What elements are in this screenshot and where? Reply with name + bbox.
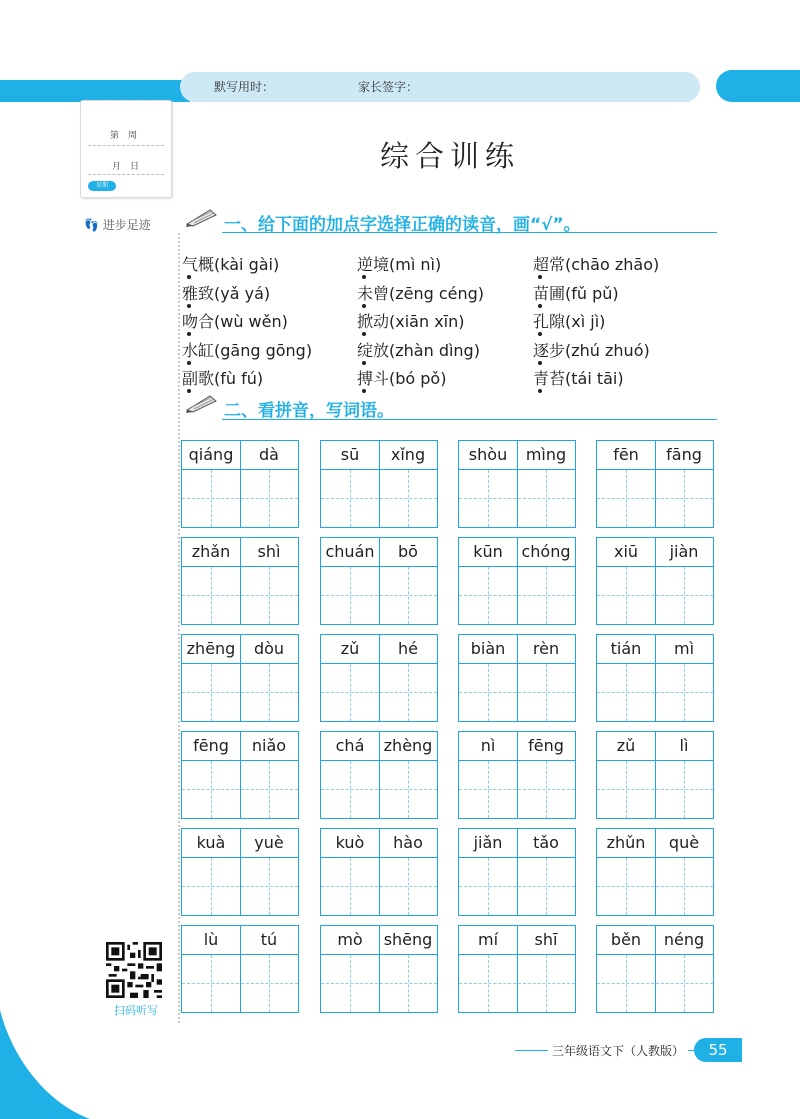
guide-line (182, 595, 298, 596)
emphasis-dot (187, 275, 191, 279)
footer-book-title: 三年级语文下（人教版） (548, 1042, 688, 1059)
progress-motto (84, 216, 151, 233)
page-number: 55 (694, 1038, 742, 1062)
writing-grid[interactable] (320, 440, 438, 528)
pinyin-syllable: jiǎn (473, 833, 503, 852)
guide-line (597, 595, 713, 596)
reading-choice-item[interactable]: 雅致(yǎ yá) (182, 283, 271, 303)
pinyin-syllable: tú (260, 930, 278, 949)
guide-line (459, 595, 575, 596)
pinyin-syllable: mì (673, 639, 695, 658)
pinyin-syllable: hào (393, 833, 423, 852)
writing-grid[interactable] (458, 925, 576, 1013)
pinyin-syllable: zhèng (383, 736, 433, 755)
writing-grid[interactable] (181, 440, 299, 528)
pinyin-syllable: chá (335, 736, 365, 755)
top-bar-right (716, 70, 800, 102)
guide-line (459, 498, 575, 499)
binder-ring-icon (92, 92, 100, 100)
emphasis-dot (362, 361, 366, 365)
reading-choice-item[interactable]: 超常(chāo zhāo) (533, 255, 660, 274)
pinyin-syllable: zhēng (186, 639, 236, 658)
reading-choice-item[interactable]: 气概(kài gài) (182, 255, 280, 274)
pinyin-syllable: mí (477, 930, 499, 949)
writing-grid[interactable] (320, 828, 438, 916)
binder-ring-icon (146, 92, 154, 100)
emphasis-dot (362, 304, 366, 308)
guide-line (321, 692, 437, 693)
emphasis-dot (538, 361, 542, 365)
pinyin-syllable: shòu (468, 445, 508, 464)
pinyin-syllable: xiū (613, 542, 639, 561)
reading-choice-item[interactable]: 未曾(zēng céng) (357, 283, 485, 303)
emphasis-dot (362, 389, 366, 393)
emphasis-dot (538, 389, 542, 393)
parent-signature-label: 家长签字： (358, 80, 419, 94)
guide-line (597, 498, 713, 499)
writing-grid[interactable] (458, 634, 576, 722)
emphasis-dot (362, 332, 366, 336)
pinyin-syllable: lì (679, 736, 689, 755)
emphasis-dot (538, 304, 542, 308)
margin-dotted-line (178, 233, 180, 1023)
reading-choice-item[interactable]: 水缸(gāng gōng) (182, 340, 313, 360)
calendar-weekday-tag: 星期 (88, 181, 116, 191)
reading-choice-item[interactable]: 青苔(tái tāi) (533, 369, 624, 388)
pinyin-syllable: tǎo (533, 833, 559, 852)
pinyin-syllable: dà (259, 445, 279, 464)
writing-grid[interactable] (596, 828, 714, 916)
reading-choice-item[interactable]: 绽放(zhàn dìng) (357, 340, 480, 360)
pinyin-syllable: xǐng (390, 445, 426, 464)
pinyin-syllable: zǔ (616, 736, 636, 755)
calendar-week: 第 周 (110, 131, 138, 141)
pinyin-syllable: fēn (613, 445, 639, 464)
pinyin-syllable: rèn (532, 639, 560, 658)
writing-grid[interactable] (320, 537, 438, 625)
writing-grid[interactable] (596, 731, 714, 819)
reading-choice-item[interactable]: 吻合(wù wěn) (182, 312, 288, 331)
writing-grid[interactable] (320, 731, 438, 819)
pinyin-syllable: fēng (528, 736, 564, 755)
writing-grid[interactable] (596, 440, 714, 528)
writing-grid[interactable] (181, 925, 299, 1013)
writing-grid[interactable] (596, 537, 714, 625)
pinyin-syllable: kuò (335, 833, 365, 852)
guide-line (597, 789, 713, 790)
reading-choice-item[interactable]: 掀动(xiān xīn) (357, 312, 465, 331)
guide-line (459, 886, 575, 887)
guide-line (321, 595, 437, 596)
pinyin-syllable: zhǔn (606, 833, 646, 852)
guide-line (182, 886, 298, 887)
guide-line (182, 498, 298, 499)
guide-line (321, 789, 437, 790)
emphasis-dot (538, 332, 542, 336)
guide-line (321, 498, 437, 499)
pinyin-syllable: mìng (525, 445, 567, 464)
pinyin-syllable: tián (610, 639, 642, 658)
emphasis-dot (538, 275, 542, 279)
reading-choice-item[interactable]: 搏斗(bó pǒ) (357, 369, 447, 388)
writing-grid[interactable] (458, 537, 576, 625)
writing-grid[interactable] (320, 634, 438, 722)
pinyin-syllable: yuè (254, 833, 284, 852)
writing-grid[interactable] (181, 537, 299, 625)
pinyin-syllable: què (668, 833, 700, 852)
guide-line (459, 789, 575, 790)
pinyin-syllable: kūn (473, 542, 503, 561)
writing-grid[interactable] (458, 440, 576, 528)
pinyin-syllable: sū (340, 445, 360, 464)
pinyin-syllable: mò (337, 930, 363, 949)
writing-grid[interactable] (181, 731, 299, 819)
section1-heading: 一、给下面的加点字选择正确的读音，画“√”。 (224, 215, 581, 235)
motto-text: 进步足迹 (102, 218, 151, 232)
writing-grid[interactable] (596, 634, 714, 722)
pinyin-syllable: zhǎn (191, 542, 231, 561)
emphasis-dot (362, 275, 366, 279)
guide-line (597, 983, 713, 984)
guide-line (459, 983, 575, 984)
footprint-icon: 👣 (84, 218, 99, 232)
writing-grid[interactable] (458, 828, 576, 916)
pinyin-syllable: fēng (193, 736, 229, 755)
pinyin-syllable: néng (663, 930, 705, 949)
guide-line (321, 983, 437, 984)
pinyin-syllable: chóng (521, 542, 571, 561)
pinyin-syllable: qiáng (188, 445, 234, 464)
binder-ring-icon (110, 92, 118, 100)
pinyin-syllable: nì (480, 736, 496, 755)
pinyin-syllable: biàn (470, 639, 506, 658)
pinyin-syllable: zǔ (340, 639, 360, 658)
qr-code-icon[interactable] (106, 942, 162, 998)
pinyin-syllable: dòu (253, 639, 285, 658)
qr-code-label: 扫码听写 (114, 1004, 158, 1017)
guide-line (597, 692, 713, 693)
pinyin-syllable: niǎo (251, 736, 287, 755)
writing-grid[interactable] (181, 634, 299, 722)
guide-line (182, 789, 298, 790)
pinyin-syllable: bō (398, 542, 418, 561)
reading-choice-item[interactable]: 逆境(mì nì) (357, 255, 442, 274)
guide-line (321, 886, 437, 887)
pinyin-syllable: hé (398, 639, 418, 658)
pinyin-syllable: chuán (325, 542, 375, 561)
reading-choice-item[interactable]: 逐步(zhú zhuó) (533, 340, 650, 360)
emphasis-dot (187, 332, 191, 336)
dictation-time-label: 默写用时： (214, 80, 275, 94)
page-title: 综合训练 (379, 139, 520, 173)
pinyin-syllable: jiàn (669, 542, 699, 561)
pinyin-syllable: shì (257, 542, 281, 561)
pinyin-syllable: shī (534, 930, 558, 949)
calendar-date: 月 日 (112, 162, 140, 172)
writing-grid[interactable] (181, 828, 299, 916)
reading-choice-item[interactable]: 孔隙(xì jì) (533, 312, 606, 331)
writing-grid[interactable] (320, 925, 438, 1013)
guide-line (182, 692, 298, 693)
emphasis-dot (187, 304, 191, 308)
guide-line (182, 983, 298, 984)
reading-choice-item[interactable]: 副歌(fù fú) (182, 369, 264, 388)
pinyin-syllable: běn (610, 930, 642, 949)
writing-grid[interactable] (458, 731, 576, 819)
emphasis-dot (187, 361, 191, 365)
pencil-icon (184, 393, 220, 413)
writing-grid[interactable] (596, 925, 714, 1013)
pinyin-syllable: fāng (666, 445, 702, 464)
section2-heading: 二、看拼音，写词语。 (224, 401, 394, 421)
pencil-icon (184, 207, 220, 227)
pinyin-syllable: lù (203, 930, 219, 949)
guide-line (597, 886, 713, 887)
pinyin-syllable: kuà (196, 833, 226, 852)
reading-choice-item[interactable]: 苗圃(fǔ pǔ) (533, 283, 619, 303)
binder-ring-icon (128, 92, 136, 100)
pinyin-syllable: shēng (383, 930, 433, 949)
guide-line (459, 692, 575, 693)
corner-wave-decoration (0, 1010, 90, 1119)
